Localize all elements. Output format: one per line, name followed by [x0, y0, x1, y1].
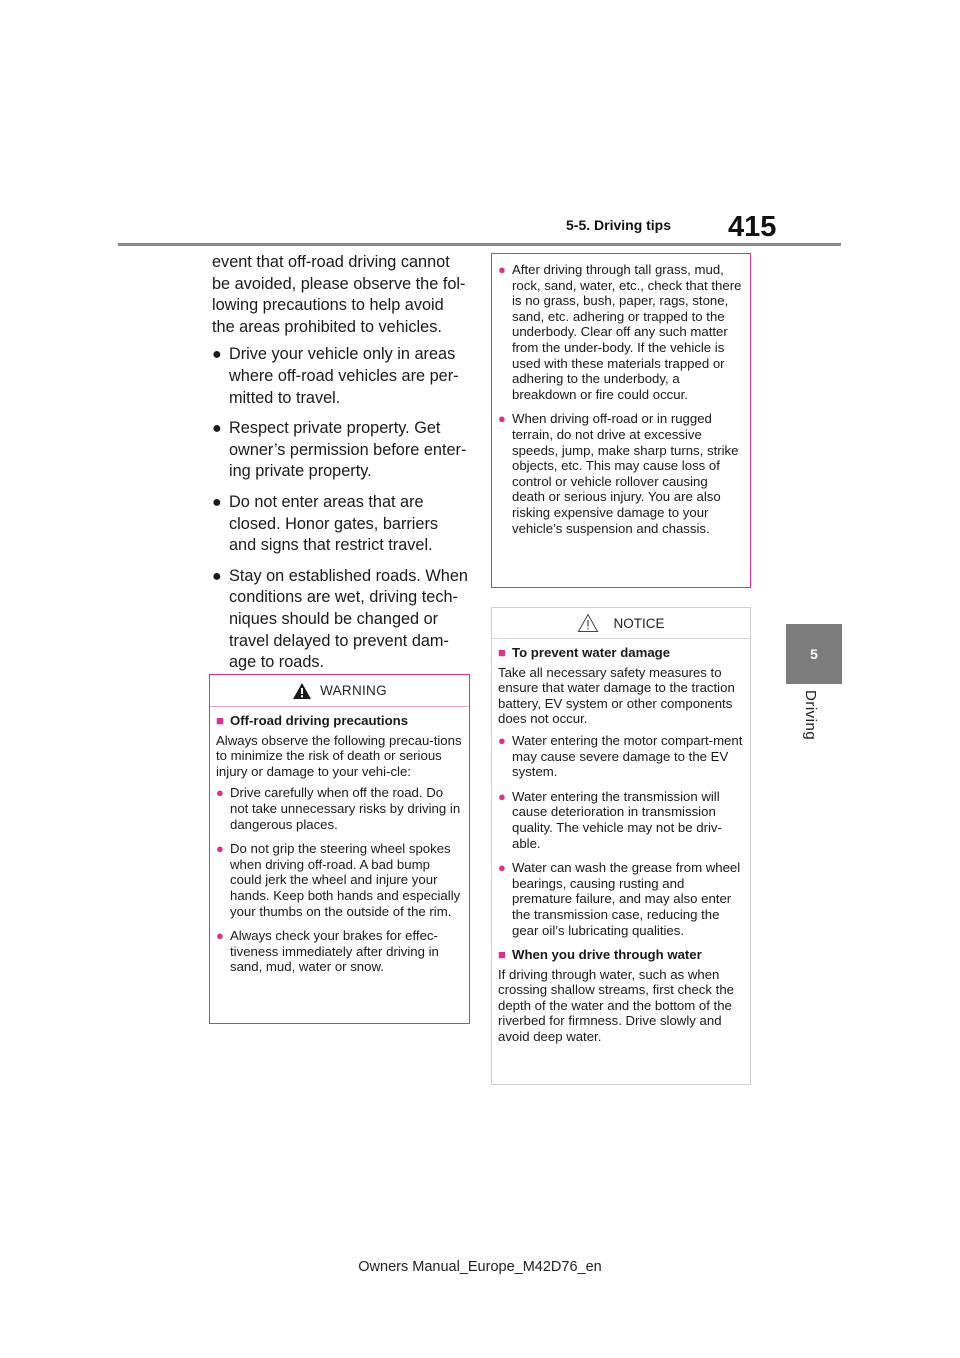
circle-bullet-icon: ● — [498, 732, 506, 748]
list-item — [498, 411, 744, 536]
circle-bullet-icon: ● — [498, 262, 506, 277]
circle-bullet-icon: ● — [216, 841, 224, 857]
caution-triangle-icon — [577, 613, 599, 633]
section-title: 5-5. Driving tips — [566, 217, 672, 233]
list-item-text: Stay on established roads. When conditions are wet, driving tech-niques should be changed or travel delayed to prevent dam-age to roads. — [229, 566, 468, 672]
list-item-text: Water can wash the grease from wheel bearings, causing rusting and premature failure, and may also enter the transmission case, reducing the gear oil’s lubricating qualities. — [512, 860, 741, 938]
list-item-text: Do not enter areas that are closed. Honor gates, barriers and signs that restrict travel. — [229, 492, 439, 555]
bullet-icon: ● — [212, 493, 222, 511]
list-item — [216, 928, 463, 975]
warning-continued-body — [492, 254, 750, 536]
list-item — [216, 785, 463, 832]
chapter-tab — [786, 624, 842, 684]
list-item-text: Respect private property. Get owner’s permission before enter-ing private property. — [229, 419, 467, 481]
warning-intro: Always observe the following precau-tions to minimize the risk of death or serious injury or damage to your vehi-cle: — [216, 732, 462, 779]
warning-title: WARNING — [320, 683, 387, 698]
bullet-icon: ● — [212, 567, 222, 585]
chapter-label: Driving — [802, 690, 819, 741]
notice-body — [492, 639, 750, 1045]
warning-body — [210, 707, 469, 975]
notice-title: NOTICE — [613, 615, 665, 631]
square-bullet-icon: ■ — [216, 713, 224, 728]
list-item-text: Drive your vehicle only in areas where off-road vehicles are per-mitted to travel. — [229, 345, 459, 407]
list-item — [212, 418, 468, 483]
warning-subheading — [216, 713, 463, 729]
warning-triangle-icon — [292, 682, 312, 700]
warning-header — [210, 675, 469, 707]
header-divider — [118, 243, 841, 246]
subheading-text: When you drive through water — [512, 947, 702, 963]
list-item-text: When driving off-road or in rugged terrain, do not drive at excessive speeds, jump, make sharp turns, strike objects, etc. This may cause loss of control or vehicle rollover causing death or serious injury. You are also risking expensive damage to your vehicle’s suspension and chassis. — [512, 411, 739, 536]
notice-intro: Take all necessary safety measures to ensure that water damage to the traction battery, EV system or other components does not occur. — [498, 664, 735, 727]
body-text-column — [212, 252, 468, 683]
list-item-text: Always check your brakes for effec-tiveness immediately after driving in sand, mud, water or snow. — [230, 928, 439, 975]
notice-paragraph: If driving through water, such as when crossing shallow streams, first check the depth of the water and the bottom of the riverbed for firmness. Drive slowly and avoid deep water. — [498, 966, 734, 1045]
subheading-text: Off-road driving precautions — [230, 713, 409, 728]
chapter-number: 5 — [810, 646, 818, 662]
page-number: 415 — [728, 211, 777, 243]
circle-bullet-icon: ● — [216, 785, 224, 801]
circle-bullet-icon: ● — [498, 411, 506, 427]
notice-subheading — [498, 645, 744, 661]
notice-box — [491, 607, 751, 1085]
list-item — [498, 262, 744, 402]
bullet-icon: ● — [212, 420, 222, 438]
list-item — [498, 733, 744, 780]
list-item-text: Drive carefully when off the road. Do not take unnecessary risks by driving in dangerous places. — [230, 785, 461, 832]
footer-manual-id: Owners Manual_Europe_M42D76_en — [358, 1259, 602, 1275]
list-item-text: Water entering the motor compart-ment may cause severe damage to the EV system. — [512, 732, 743, 780]
notice-subheading — [498, 947, 744, 963]
square-bullet-icon: ■ — [498, 645, 506, 660]
square-bullet-icon: ■ — [498, 947, 506, 963]
list-item-text: After driving through tall grass, mud, rock, sand, water, etc., check that there is no grass, bush, paper, rags, stone, sand, etc. adhering or trapped to the underbody. Clear off any such matter from the under-body. If the vehicle is used with these materials trapped or adhering to the underbody, a breakdown or fire could occur. — [512, 262, 742, 402]
list-item — [212, 566, 468, 674]
subheading-text: To prevent water damage — [512, 645, 671, 660]
warning-box — [209, 674, 470, 1024]
list-item — [498, 789, 744, 851]
list-item — [212, 492, 468, 557]
list-item — [212, 344, 468, 409]
circle-bullet-icon: ● — [498, 788, 506, 804]
list-item — [498, 860, 744, 938]
circle-bullet-icon: ● — [498, 860, 506, 876]
list-item-text: Water entering the transmission will cause deterioration in transmission quality. The vehicle may not be driv-able. — [512, 788, 722, 851]
list-item-text: Do not grip the steering wheel spokes when driving off-road. A bad bump could jerk the wheel and injure your hands. Keep both hands and especially your thumbs on the outside of the rim. — [230, 841, 461, 919]
intro-paragraph: event that off-road driving cannot be avoided, please observe the fol-lowing precautions to help avoid the areas prohibited to vehicles. — [212, 253, 466, 336]
warning-continued-box — [491, 253, 751, 588]
notice-header — [492, 608, 750, 639]
list-item — [216, 841, 463, 919]
circle-bullet-icon: ● — [216, 928, 224, 944]
bullet-icon: ● — [212, 346, 222, 364]
